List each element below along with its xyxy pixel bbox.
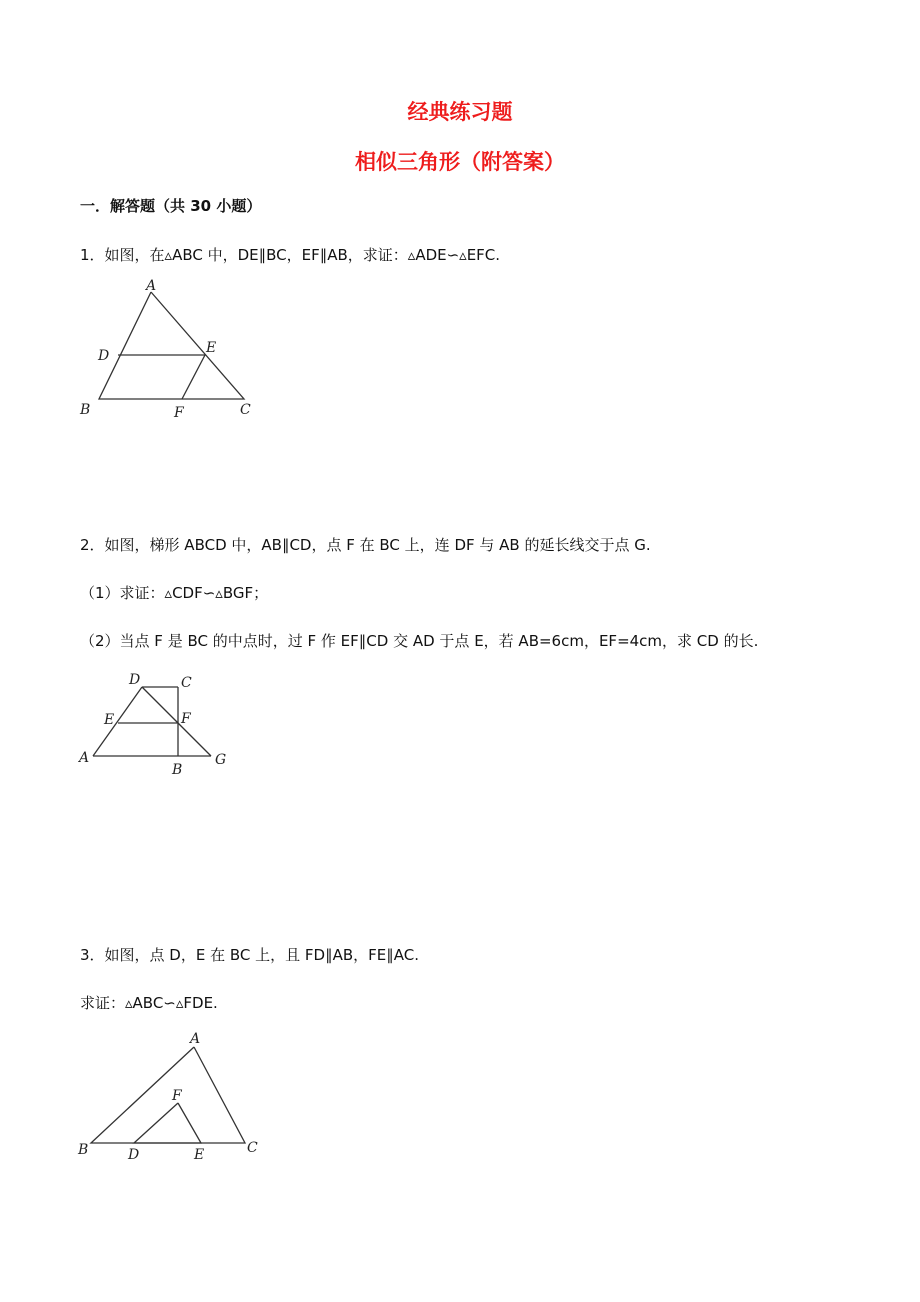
triangle-abc [91, 1047, 245, 1143]
label-f: F [172, 1088, 182, 1104]
section-heading: 一．解答题（共 30 小题） [80, 197, 262, 215]
label-c: C [240, 402, 251, 418]
problem-1-figure [76, 272, 266, 424]
problem-1-text: 1．如图，在▵ABC 中，DE∥BC，EF∥AB，求证：▵ADE∽▵EFC. [80, 246, 501, 264]
label-g: G [215, 752, 227, 768]
problem-2-part-1: （1）求证：▵CDF∽▵BGF； [80, 584, 269, 602]
label-e: E [194, 1147, 205, 1163]
label-f: F [174, 405, 184, 421]
segment-ad [93, 687, 142, 756]
label-a: A [79, 750, 90, 766]
problem-2-part-2: （2）当点 F 是 BC 的中点时，过 F 作 EF∥CD 交 AD 于点 E，若 AB=6cm，EF=4cm，求 CD 的长. [80, 632, 759, 650]
problem-2-figure [76, 668, 236, 780]
segment-dg [142, 687, 211, 756]
triangle-fde [134, 1103, 201, 1143]
problem-3-figure [76, 1026, 266, 1166]
triangle-abc [99, 292, 244, 399]
label-a: A [146, 278, 157, 294]
segment-ef [182, 355, 205, 399]
label-b: B [172, 762, 183, 778]
label-a: A [190, 1031, 201, 1047]
label-b: B [80, 402, 91, 418]
problem-3-text: 3．如图，点 D，E 在 BC 上，且 FD∥AB，FE∥AC. [80, 946, 419, 964]
label-e: E [104, 712, 115, 728]
label-d: D [129, 672, 141, 688]
label-f: F [181, 711, 191, 727]
label-d: D [128, 1147, 140, 1163]
label-d: D [98, 348, 110, 364]
problem-3-prove: 求证：▵ABC∽▵FDE. [80, 994, 218, 1012]
document-subtitle: 相似三角形（附答案） [355, 150, 565, 174]
document-title: 经典练习题 [407, 100, 513, 124]
label-b: B [78, 1142, 89, 1158]
label-c: C [247, 1140, 258, 1156]
label-c: C [181, 675, 192, 691]
problem-2-text: 2．如图，梯形 ABCD 中，AB∥CD，点 F 在 BC 上，连 DF 与 AB 的延长线交于点 G. [80, 536, 651, 554]
label-e: E [206, 340, 217, 356]
